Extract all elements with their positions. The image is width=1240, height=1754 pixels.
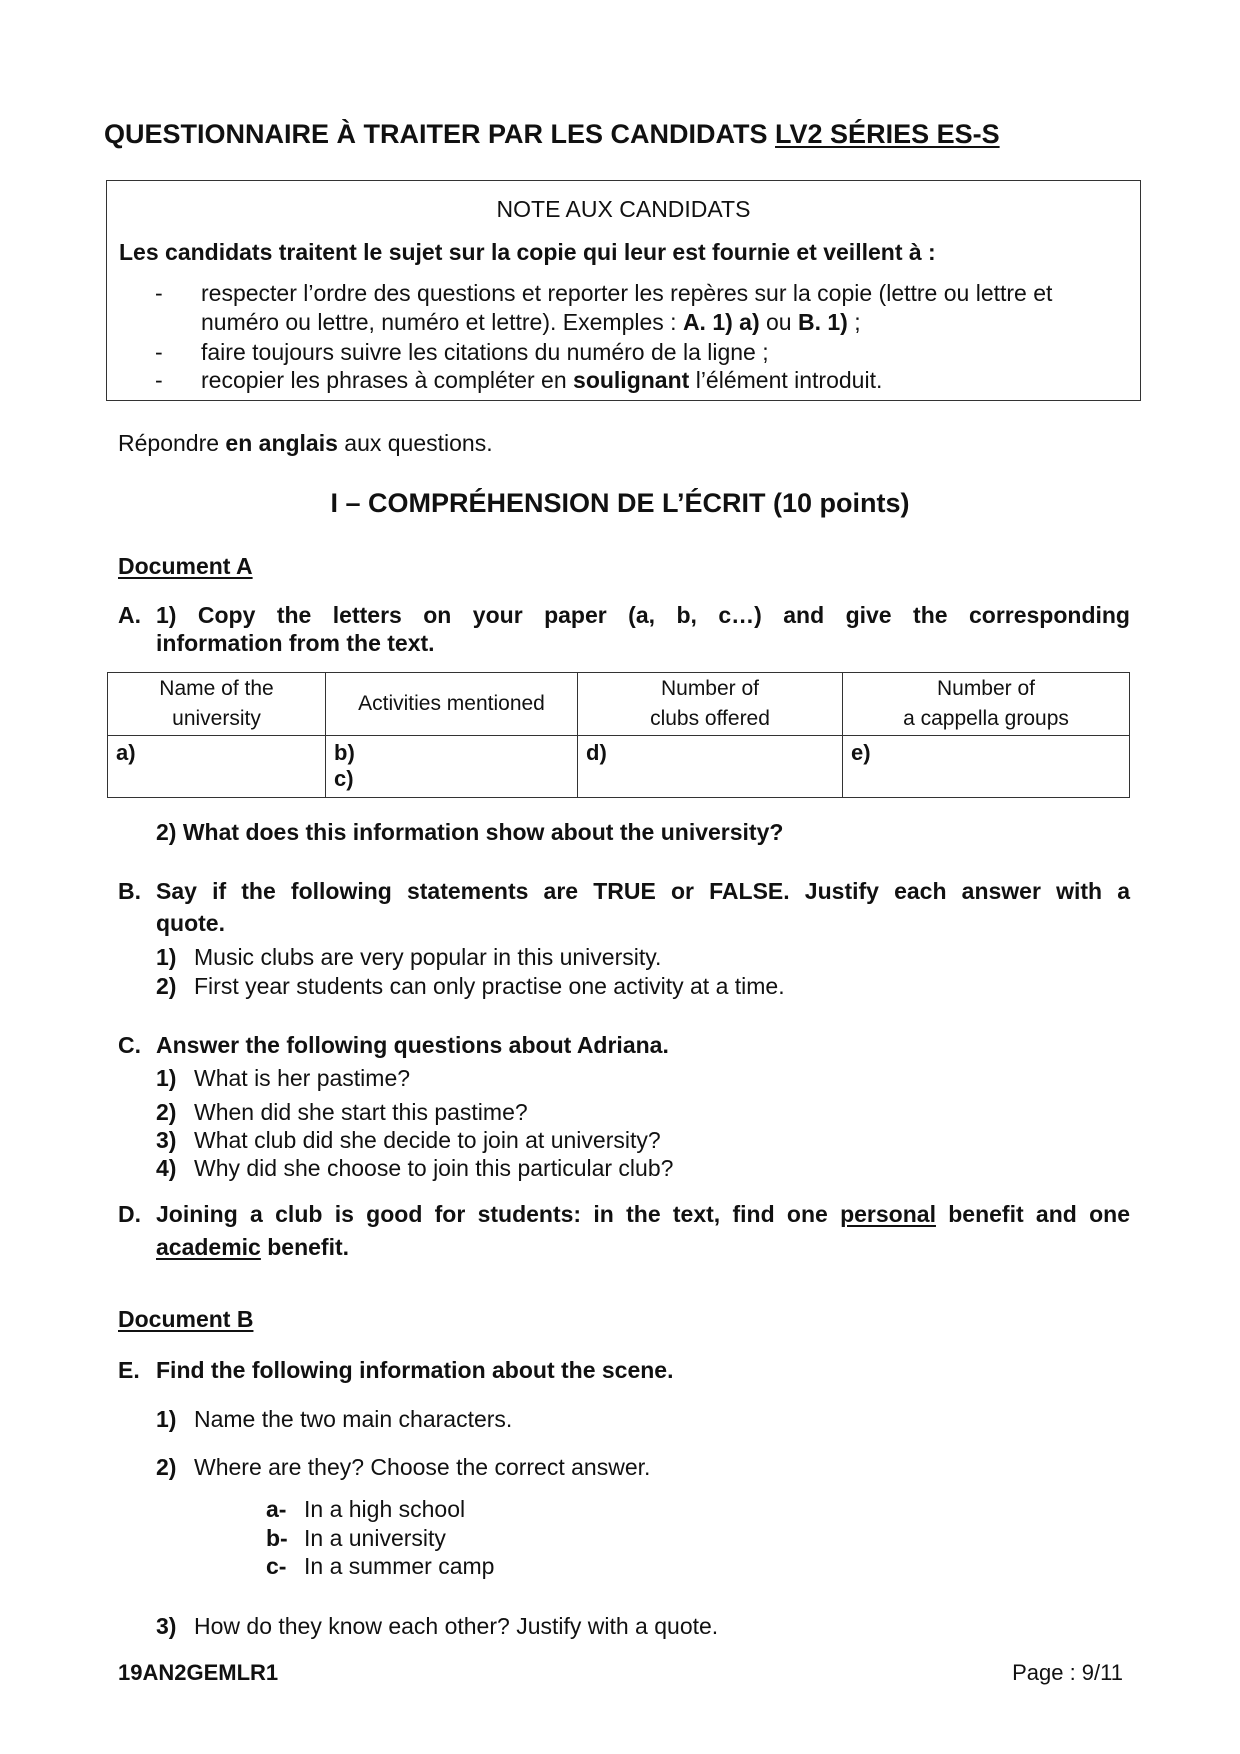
section-title: I – COMPRÉHENSION DE L’ÉCRIT (10 points) bbox=[330, 488, 910, 518]
question-e-letter: E. bbox=[118, 1357, 140, 1383]
series-label: LV2 SÉRIES ES-S bbox=[775, 119, 1000, 149]
question-e1: Name the two main characters. bbox=[194, 1406, 513, 1432]
instruction: Répondre en anglais aux questions. bbox=[118, 430, 493, 456]
question-b-letter: B. bbox=[118, 878, 141, 904]
item-number: 2) bbox=[156, 1454, 177, 1480]
option-letter: b- bbox=[266, 1525, 288, 1551]
question-c2: When did she start this pastime? bbox=[194, 1099, 528, 1125]
item-number: 1) bbox=[156, 944, 177, 970]
question-c1: What is her pastime? bbox=[194, 1065, 411, 1091]
item-number: 2) bbox=[156, 1099, 177, 1125]
statement-2: First year students can only practise one activity at a time. bbox=[194, 973, 785, 999]
bullet-dash: - bbox=[155, 367, 163, 393]
table-cell-bc: b) c) bbox=[326, 736, 578, 798]
question-d-line1: Joining a club is good for students: in the text, find one personal benefit and one bbox=[156, 1201, 1130, 1227]
table-header-acappella: Number of a cappella groups bbox=[843, 673, 1130, 736]
table-header-university: Name of the university bbox=[108, 673, 326, 736]
item-number: 2) bbox=[156, 973, 177, 999]
question-a-letter: A. bbox=[118, 602, 141, 628]
note-heading: NOTE AUX CANDIDATS bbox=[496, 196, 751, 222]
table-header-activities: Activities mentioned bbox=[326, 673, 578, 736]
option-letter: c- bbox=[266, 1553, 287, 1579]
item-number: 1) bbox=[156, 1065, 177, 1091]
table-row bbox=[108, 736, 1130, 798]
option-a: In a high school bbox=[304, 1496, 466, 1522]
question-a2: 2) What does this information show about the university? bbox=[156, 819, 784, 845]
option-letter: a- bbox=[266, 1496, 287, 1522]
question-b-line1: Say if the following statements are TRUE or FALSE. Justify each answer with a bbox=[156, 878, 1130, 904]
page-title: QUESTIONNAIRE À TRAITER PAR LES CANDIDATS LV2 SÉRIES ES-S bbox=[104, 119, 1000, 149]
question-a1-line1: 1) Copy the letters on your paper (a, b, c…) and give the corresponding bbox=[156, 602, 1130, 628]
question-d-letter: D. bbox=[118, 1201, 141, 1227]
table-header-row bbox=[108, 673, 1130, 736]
item-number: 3) bbox=[156, 1613, 177, 1639]
bullet-dash: - bbox=[155, 339, 163, 365]
option-b: In a university bbox=[304, 1525, 446, 1551]
note-intro: Les candidats traitent le sujet sur la copie qui leur est fournie et veillent à : bbox=[119, 239, 936, 265]
table-header-clubs: Number of clubs offered bbox=[578, 673, 843, 736]
document-b-label: Document B bbox=[118, 1306, 254, 1332]
question-c-letter: C. bbox=[118, 1032, 141, 1058]
note-item-1: - respecter l’ordre des questions et reporter les repères sur la copie (lettre ou lettre et numéro ou lettre, numéro et lettre). Exemples : A. 1) a) ou B. 1) ; bbox=[155, 280, 1053, 335]
page-number: Page : 9/11 bbox=[1012, 1660, 1123, 1685]
table-cell-a: a) bbox=[108, 736, 326, 798]
question-b-line2: quote. bbox=[156, 910, 225, 936]
question-d-line2: academic benefit. bbox=[156, 1234, 350, 1260]
table-cell-d: d) bbox=[578, 736, 843, 798]
question-e-line1: Find the following information about the scene. bbox=[156, 1357, 674, 1383]
question-c-line1: Answer the following questions about Adriana. bbox=[156, 1032, 669, 1058]
question-e3: How do they know each other? Justify with a quote. bbox=[194, 1613, 719, 1639]
option-c: In a summer camp bbox=[304, 1553, 495, 1579]
table-cell-e: e) bbox=[843, 736, 1130, 798]
item-number: 4) bbox=[156, 1155, 177, 1181]
question-c4: Why did she choose to join this particular club? bbox=[194, 1155, 674, 1181]
item-number: 1) bbox=[156, 1406, 177, 1432]
note-box: NOTE AUX CANDIDATS Les candidats traitent le sujet sur la copie qui leur est fournie et veillent à : - respecter l’ordre des questions et reporter les repères sur la copie (lettre ou lettre et numéro ou lettre, numéro et lettre). Exemples : A. 1) a) ou B. 1) ; - faire toujours suivre les citations du numéro de la ligne ; - recopier les phrases à compléter en soulignant l’élément introduit. bbox=[106, 180, 1141, 401]
question-c3: What club did she decide to join at university? bbox=[194, 1127, 661, 1153]
footer-code: 19AN2GEMLR1 bbox=[118, 1660, 279, 1685]
question-e2: Where are they? Choose the correct answer. bbox=[194, 1454, 651, 1480]
answer-table bbox=[107, 672, 1130, 798]
bullet-dash: - bbox=[155, 280, 163, 306]
question-a1-line2: information from the text. bbox=[156, 630, 435, 656]
statement-1: Music clubs are very popular in this university. bbox=[194, 944, 662, 970]
document-a-label: Document A bbox=[118, 553, 253, 579]
item-number: 3) bbox=[156, 1127, 177, 1153]
